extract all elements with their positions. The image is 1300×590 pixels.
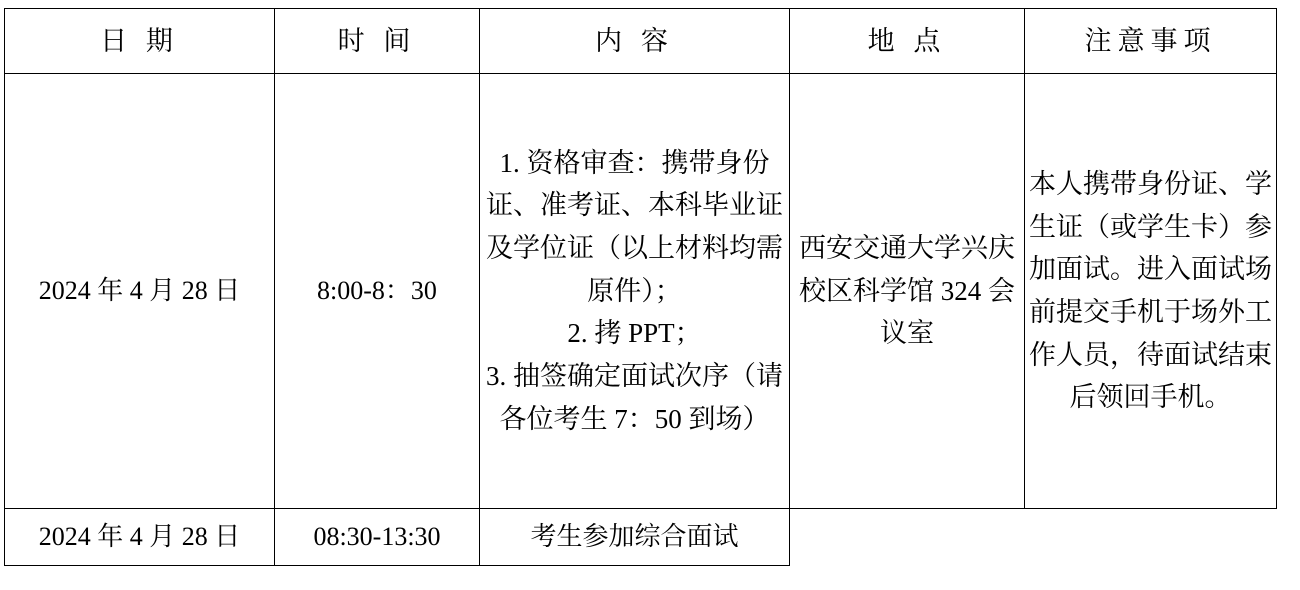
cell-notes: 本人携带身份证、学生证（或学生卡）参加面试。进入面试场前提交手机于场外工作人员，待面试结束后领回手机。: [1025, 74, 1277, 509]
cell-content: [480, 74, 790, 509]
content-line-1: 1. 资格审查：携带身份证、准考证、本科毕业证及学位证（以上材料均需原件）；: [486, 147, 783, 306]
table-row: [5, 509, 1277, 566]
schedule-table: [4, 8, 1277, 566]
column-header-date: 日 期: [5, 9, 275, 74]
cell-date: 2024 年 4 月 28 日: [5, 74, 275, 509]
cell-time: 8:00-8：30: [275, 74, 480, 509]
cell-place: 西安交通大学兴庆校区科学馆 324 会议室: [790, 74, 1025, 509]
cell-date: 2024 年 4 月 28 日: [5, 509, 275, 566]
content-line-2: 2. 拷 PPT；: [567, 318, 702, 349]
column-header-time: 时 间: [275, 9, 480, 74]
column-header-content: 内 容: [480, 9, 790, 74]
cell-content: 考生参加综合面试: [480, 509, 790, 566]
table-header-row: [5, 9, 1277, 74]
cell-time: 08:30-13:30: [275, 509, 480, 566]
table-row: [5, 74, 1277, 509]
column-header-notes: 注意事项: [1025, 9, 1277, 74]
document-page: [0, 8, 1300, 590]
content-line-3: 3. 抽签确定面试次序（请各位考生 7：50 到场）: [486, 360, 783, 434]
column-header-place: 地 点: [790, 9, 1025, 74]
